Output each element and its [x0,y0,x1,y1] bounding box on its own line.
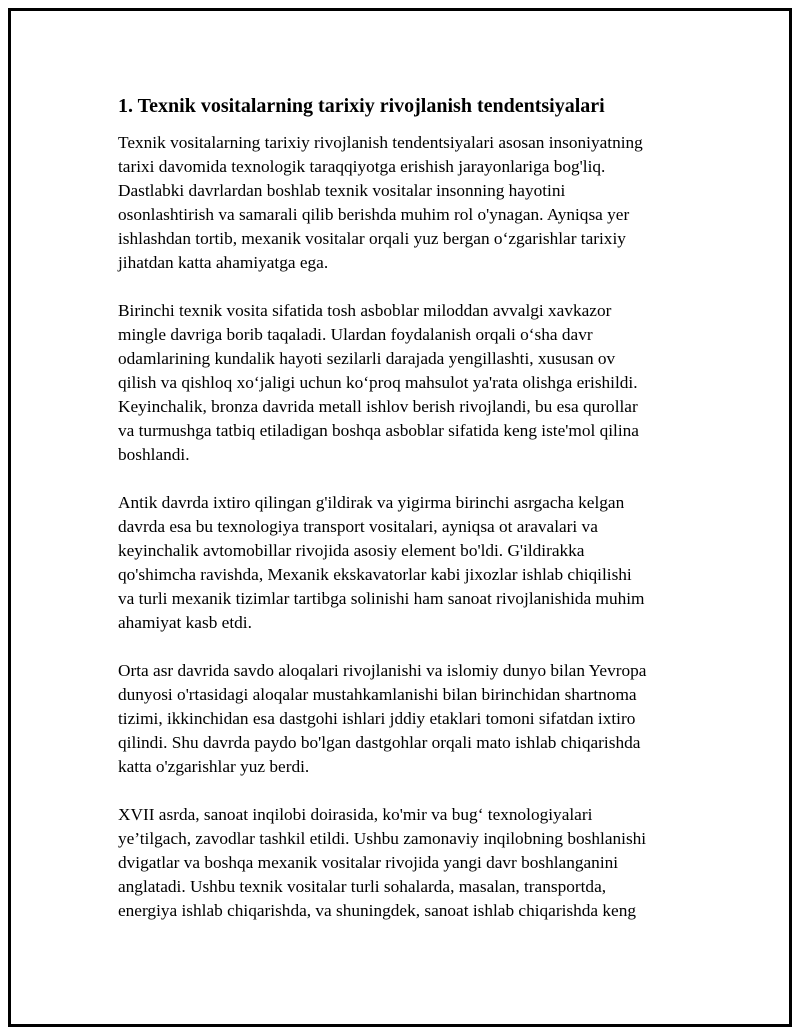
text-line: davrda esa bu texnologiya transport vositalari, ayniqsa ot aravalari va [118,517,598,536]
text-line: qilindi. Shu davrda paydo bo'lgan dastgohlar orqali mato ishlab chiqarishda [118,733,641,752]
text-line: tizimi, ikkinchidan esa dastgohi ishlari jddiy etaklari tomoni sifatdan ixtiro [118,709,636,728]
text-line: Antik davrda ixtiro qilingan g'ildirak va yigirma birinchi asrgacha kelgan [118,493,625,512]
text-line: qilish va qishloq xo‘jaligi uchun ko‘proq mahsulot ya'rata olishga erishildi. [118,373,638,392]
text-line: energiya ishlab chiqarishda, va shuningdek, sanoat ishlab chiqarishda keng [118,901,636,920]
text-line: XVII asrda, sanoat inqilobi doirasida, ko'mir va bug‘ texnologiyalari [118,805,593,824]
text-line: ye’tilgach, zavodlar tashkil etildi. Ushbu zamonaviy inqilobning boshlanishi [118,829,647,848]
text-line: qo'shimcha ravishda, Mexanik ekskavatorlar kabi jixozlar ishlab chiqilishi [118,565,632,584]
text-line: Orta asr davrida savdo aloqalari rivojlanishi va islomiy dunyo bilan Yevropa [118,661,647,680]
document-body [118,93,684,947]
paragraph-2 [118,299,684,467]
text-line: Keyinchalik, bronza davrida metall ishlov berish rivojlandi, bu esa qurollar [118,397,638,416]
text-line: Texnik vositalarning tarixiy rivojlanish tendentsiyalari asosan insoniyatning [118,133,643,152]
text-line: mingle davriga borib taqaladi. Ulardan foydalanish orqali o‘sha davr [118,325,593,344]
text-line: katta o'zgarishlar yuz berdi. [118,757,310,776]
text-line: Dastlabki davrlardan boshlab texnik vositalar insonning hayotini [118,181,566,200]
text-line: dvigatlar va boshqa mexanik vositalar rivojida yangi davr boshlanganini [118,853,619,872]
paragraph-4 [118,659,684,779]
text-line: va turmushga tatbiq etiladigan boshqa asboblar sifatida keng iste'mol qilina [118,421,639,440]
text-line: boshlandi. [118,445,190,464]
text-line: jihatdan katta ahamiyatga ega. [118,253,329,272]
text-line: va turli mexanik tizimlar tartibga solinishi ham sanoat rivojlanishida muhim [118,589,645,608]
text-line: Birinchi texnik vosita sifatida tosh asboblar miloddan avvalgi xavkazor [118,301,612,320]
text-line: osonlashtirish va samarali qilib berishda muhim rol o'ynagan. Ayniqsa yer [118,205,630,224]
text-line: dunyosi o'rtasidagi aloqalar mustahkamlanishi bilan birinchidan shartnoma [118,685,637,704]
text-line: ahamiyat kasb etdi. [118,613,252,632]
text-line: tarixi davomida texnologik taraqqiyotga erishish jarayonlariga bog'liq. [118,157,606,176]
paragraph-3 [118,491,684,635]
section-heading: 1. Texnik vositalarning tarixiy rivojlanish tendentsiyalari [118,95,605,117]
paragraph-1 [118,131,684,275]
paragraph-5 [118,803,684,923]
text-line: anglatadi. Ushbu texnik vositalar turli sohalarda, masalan, transportda, [118,877,607,896]
text-line: keyinchalik avtomobillar rivojida asosiy element bo'ldi. G'ildirakka [118,541,585,560]
text-line: odamlarining kundalik hayoti sezilarli darajada yengillashti, xususan ov [118,349,616,368]
text-line: ishlashdan tortib, mexanik vositalar orqali yuz bergan o‘zgarishlar tarixiy [118,229,626,248]
